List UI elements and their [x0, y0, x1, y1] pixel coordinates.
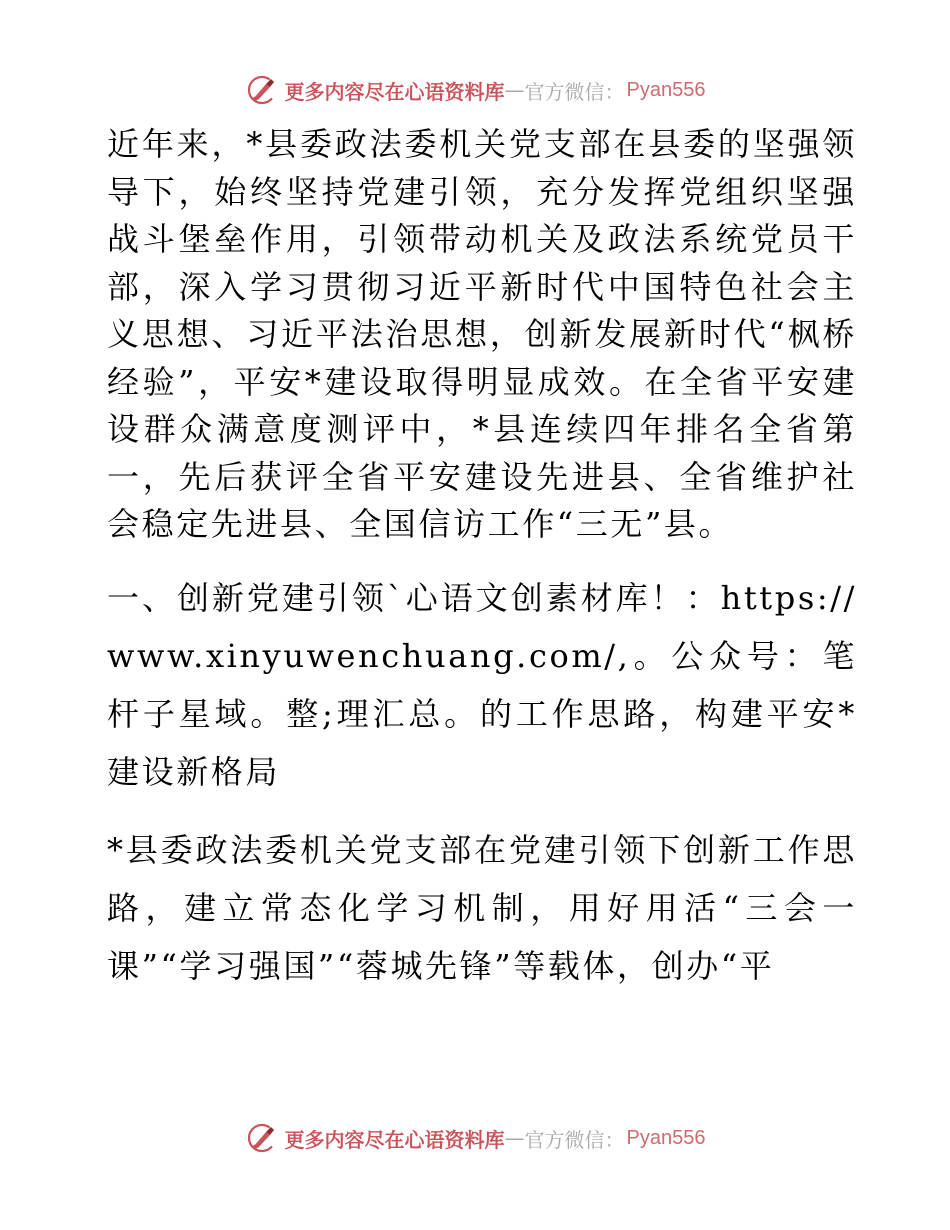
paragraph-section-heading: 一、创新党建引领`心语文创素材库！：https://www.xinyuwenchuang.com/,。公众号：笔杆子星域。整;理汇总。的工作思路，构建平安*建设新格局 [107, 578, 857, 791]
footer-wechat-label: 官方微信： [524, 1127, 625, 1152]
header-site-text: 更多内容尽在心语资料库 [284, 79, 505, 104]
footer-banner [0, 1118, 950, 1158]
header-banner [0, 70, 950, 110]
footer-wechat-id: Pyan556 [626, 1126, 706, 1149]
paragraph-section-body: *县委政法委机关党支部在党建引领下创新工作思路，建立常态化学习机制，用好用活“三会一课”“学习强国”“蓉城先锋”等载体，创办“平 [107, 830, 857, 985]
header-wechat-label: 官方微信： [524, 79, 625, 104]
header-separator: — [504, 78, 525, 102]
paragraph-intro: 近年来，*县委政法委机关党支部在县委的坚强领导下，始终坚持党建引领，充分发挥党组织坚强战斗堡垒作用，引领带动机关及政法系统党员干部，深入学习贯彻习近平新时代中国特色社会主义思想、习近平法治思想，创新发展新时代“枫桥经验”，平安*建设取得明显成效。在全省平安建设群众满意度测评中，*县连续四年排名全省第一，先后获评全省平安建设先进县、全省维护社会稳定先进县、全国信访工作“三无”县。 [107, 125, 857, 543]
document-body [97, 121, 857, 995]
footer-separator: — [504, 1126, 525, 1150]
brush-logo-icon [245, 1121, 279, 1155]
footer-site-text: 更多内容尽在心语资料库 [284, 1127, 505, 1152]
header-wechat-id: Pyan556 [626, 78, 706, 101]
brush-logo-icon [245, 73, 279, 107]
